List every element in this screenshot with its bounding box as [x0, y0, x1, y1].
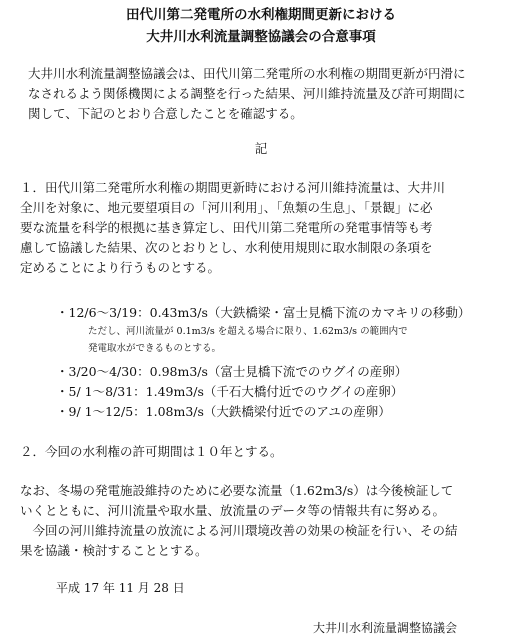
document-date: 平成 17 年 11 月 28 日 [56, 581, 185, 595]
intro-line: なされるよう関係機関による調整を行った結果、河川維持流量及び許可期間に [28, 86, 466, 101]
document-title-line1: 田代川第二発電所の水利権期間更新における [126, 7, 396, 23]
item1-paragraph [20, 178, 445, 278]
item1-line: 慮して協議した結果、次のとおりとし、水利使用規則に取水制限の条項を [20, 240, 433, 255]
flow-note-line: 発電取水ができるものとする。 [88, 343, 222, 354]
flow-note-line: ただし、河川流量が 0.1m3/s を超える場合に限り、1.62m3/s の範囲内で [88, 326, 408, 337]
intro-paragraph [28, 64, 466, 124]
flow-item: ・9/ 1～12/5：1.08m3/s（大鉄橋梁付近でのアユの産卵） [56, 404, 391, 419]
closing-line: 今回の河川維持流量の放流による河川環境改善の効果の検証を行い、その結 [20, 523, 458, 538]
item1-line: 全川を対象に、地元要望項目の「河川利用」、「魚類の生息」、「景観」に必 [20, 200, 433, 215]
flow-item: ・3/20～4/30：0.98m3/s（富士見橋下流でのウグイの産卵） [56, 364, 408, 379]
closing-line: 果を協議・検討することとする。 [20, 543, 208, 558]
closing-paragraph [20, 481, 458, 561]
organization-signature: 大井川水利流量調整協議会 [313, 621, 458, 635]
item1-line: 定めることにより行うものとする。 [20, 260, 221, 275]
ki-heading: 記 [254, 141, 268, 156]
flow-item: ・5/ 1～8/31：1.49m3/s（千石大橋付近でのウグイの産卵） [56, 384, 404, 399]
closing-line: なお、冬場の発電施設維持のために必要な流量（1.62m3/s）は今後検証して [20, 483, 454, 498]
item1-line: 要な流量を科学的根拠に基き算定し、田代川第二発電所の発電事情等も考 [20, 220, 433, 235]
item1-line: １．田代川第二発電所水利権の期間更新時における河川維持流量は、大井川 [20, 180, 446, 195]
intro-line: 大井川水利流量調整協議会は、田代川第二発電所の水利権の期間更新が円滑に [28, 66, 466, 81]
flow-item: ・12/6～3/19：0.43m3/s（大鉄橋梁・富士見橋下流のカマキリの移動） [56, 305, 471, 320]
closing-line: いくとともに、河川流量や取水量、放流量のデータ等の情報共有に努める。 [20, 503, 446, 518]
document-title-line2: 大井川水利流量調整協議会の合意事項 [146, 29, 376, 45]
intro-line: 関して、下記のとおり合意したことを確認する。 [28, 106, 303, 121]
item2-paragraph: ２．今回の水利権の許可期間は１０年とする。 [20, 444, 283, 459]
